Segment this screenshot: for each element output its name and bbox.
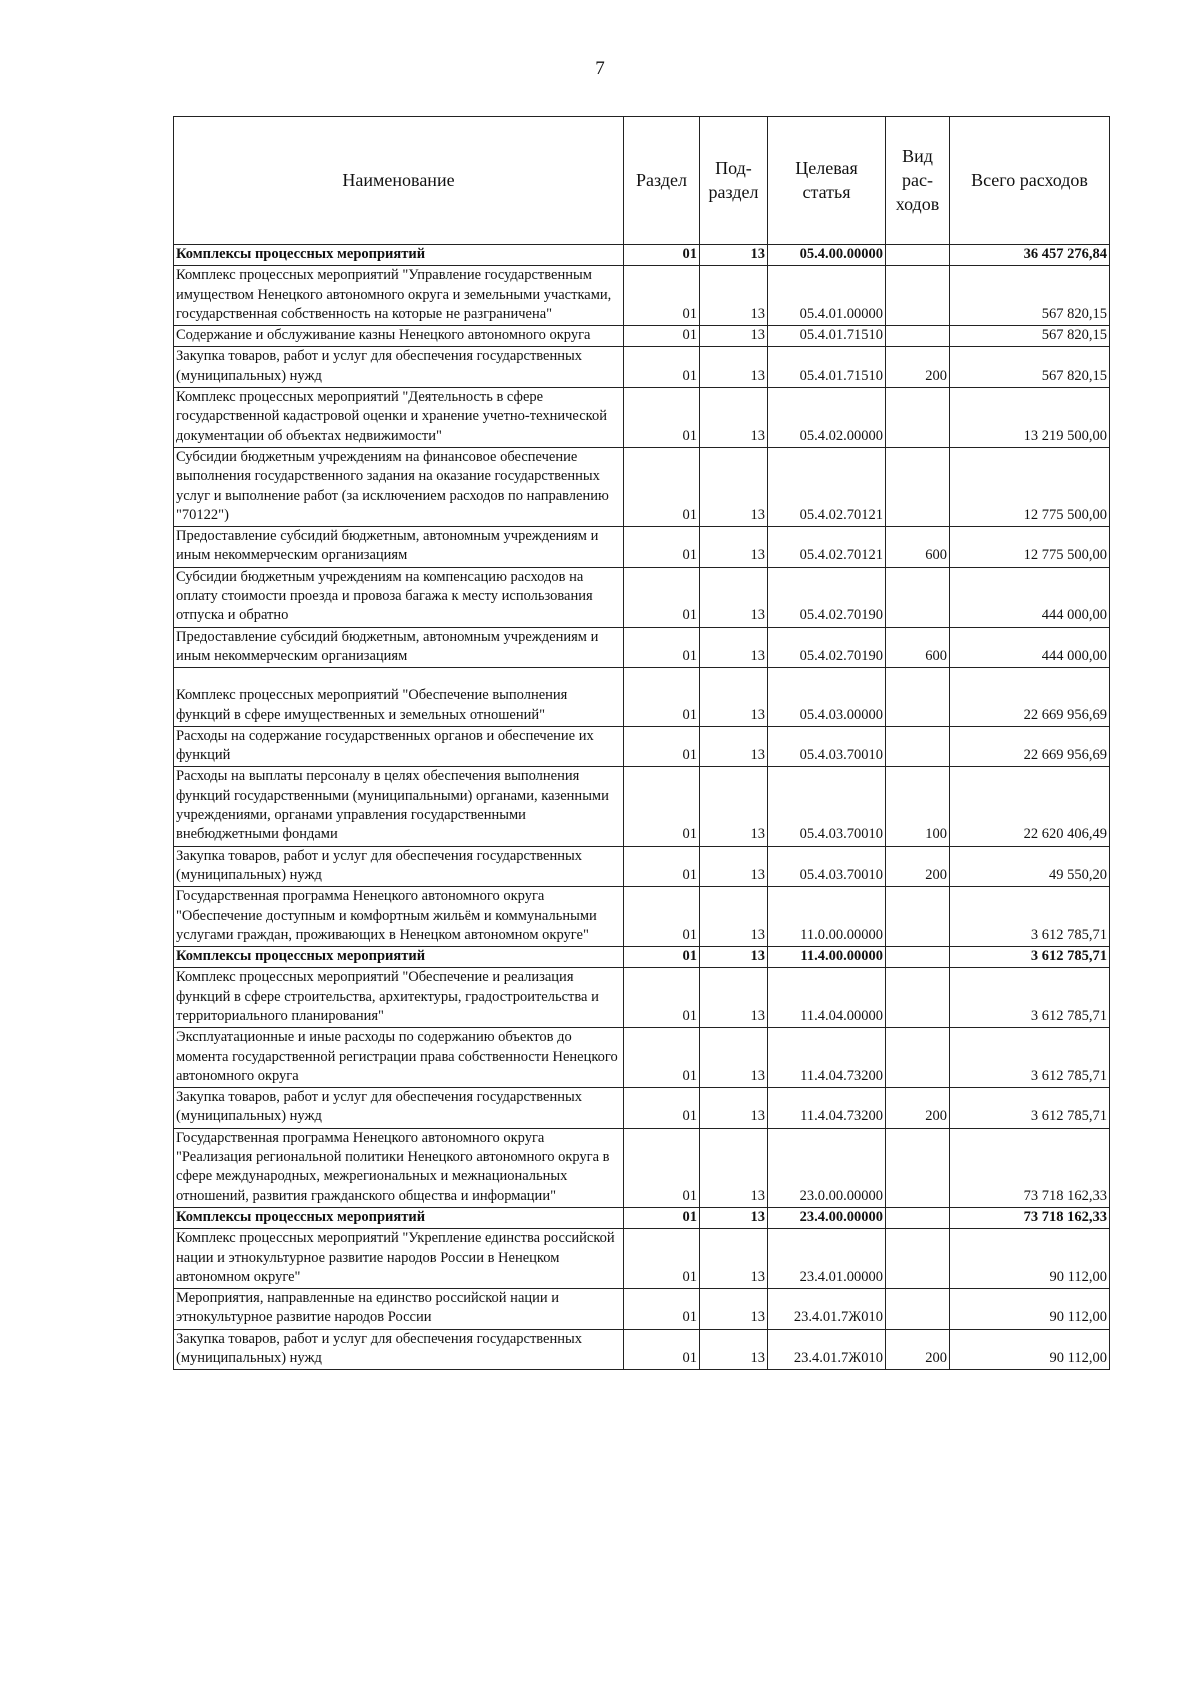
cell-total: 12 775 500,00 [950, 447, 1110, 526]
cell-subsection: 13 [700, 527, 768, 568]
table-row [174, 447, 1110, 526]
cell-name: Закупка товаров, работ и услуг для обеспечения государственных (муниципальных) нужд [174, 846, 624, 887]
table-row [174, 326, 1110, 347]
cell-subsection: 13 [700, 726, 768, 767]
cell-section: 01 [624, 627, 700, 668]
cell-target: 23.4.01.7Ж010 [768, 1329, 886, 1370]
cell-target: 23.4.00.00000 [768, 1207, 886, 1228]
cell-kind: 200 [886, 347, 950, 388]
cell-section: 01 [624, 846, 700, 887]
cell-target: 05.4.02.70190 [768, 627, 886, 668]
cell-section: 01 [624, 1028, 700, 1088]
cell-target: 05.4.02.00000 [768, 388, 886, 448]
table-row [174, 726, 1110, 767]
cell-name: Субсидии бюджетным учреждениям на финансовое обеспечение выполнения государственного задания на оказание государственных услуг и выполнение работ (за исключением расходов по направлению "70122") [174, 447, 624, 526]
cell-kind [886, 1207, 950, 1228]
table-row [174, 388, 1110, 448]
cell-subsection: 13 [700, 388, 768, 448]
table-row [174, 1028, 1110, 1088]
cell-name: Закупка товаров, работ и услуг для обеспечения государственных (муниципальных) нужд [174, 1088, 624, 1129]
cell-name: Комплекс процессных мероприятий "Укрепление единства российской нации и этнокультурное развитие народов России в Ненецком автономном округе" [174, 1229, 624, 1289]
cell-kind [886, 726, 950, 767]
cell-target: 05.4.01.71510 [768, 326, 886, 347]
cell-name: Предоставление субсидий бюджетным, автономным учреждениям и иным некоммерческим организациям [174, 627, 624, 668]
cell-total: 3 612 785,71 [950, 1088, 1110, 1129]
cell-kind [886, 326, 950, 347]
cell-section: 01 [624, 947, 700, 968]
cell-subsection: 13 [700, 1088, 768, 1129]
cell-section: 01 [624, 1229, 700, 1289]
cell-section: 01 [624, 347, 700, 388]
cell-name: Комплекс процессных мероприятий "Деятельность в сфере государственной кадастровой оценки и хранение учетно-технической документации об объектах недвижимости" [174, 388, 624, 448]
cell-section: 01 [624, 1207, 700, 1228]
cell-subsection: 13 [700, 245, 768, 266]
cell-kind [886, 447, 950, 526]
cell-name: Расходы на содержание государственных органов и обеспечение их функций [174, 726, 624, 767]
cell-total: 3 612 785,71 [950, 968, 1110, 1028]
cell-section: 01 [624, 326, 700, 347]
cell-total: 36 457 276,84 [950, 245, 1110, 266]
table-row [174, 947, 1110, 968]
cell-target: 05.4.01.71510 [768, 347, 886, 388]
cell-name: Комплекс процессных мероприятий "Обеспечение и реализация функций в сфере строительства, архитектуры, градостроительства и территориального планирования" [174, 968, 624, 1028]
table-row [174, 1289, 1110, 1330]
cell-name: Комплексы процессных мероприятий [174, 947, 624, 968]
table-row [174, 567, 1110, 627]
cell-name: Эксплуатационные и иные расходы по содержанию объектов до момента государственной регистрации права собственности Ненецкого автономного округа [174, 1028, 624, 1088]
cell-total: 73 718 162,33 [950, 1207, 1110, 1228]
cell-name: Мероприятия, направленные на единство российской нации и этнокультурное развитие народов России [174, 1289, 624, 1330]
header-kind: Вид рас- ходов [886, 117, 950, 245]
table-row [174, 266, 1110, 326]
page-number: 7 [595, 58, 605, 79]
cell-subsection: 13 [700, 887, 768, 947]
cell-section: 01 [624, 1289, 700, 1330]
table-row [174, 1088, 1110, 1129]
cell-target: 05.4.01.00000 [768, 266, 886, 326]
cell-section: 01 [624, 726, 700, 767]
cell-total: 90 112,00 [950, 1229, 1110, 1289]
cell-kind [886, 1289, 950, 1330]
cell-total: 444 000,00 [950, 627, 1110, 668]
header-section: Раздел [624, 117, 700, 245]
cell-section: 01 [624, 968, 700, 1028]
table-row [174, 347, 1110, 388]
cell-subsection: 13 [700, 567, 768, 627]
cell-kind [886, 668, 950, 727]
cell-name: Закупка товаров, работ и услуг для обеспечения государственных (муниципальных) нужд [174, 347, 624, 388]
table-row [174, 846, 1110, 887]
cell-name: Расходы на выплаты персоналу в целях обеспечения выполнения функций государственными (муниципальными) органами, казенными учреждениями, органами управления государственными внебюджетными фондами [174, 767, 624, 846]
cell-target: 23.0.00.00000 [768, 1128, 886, 1207]
cell-kind: 200 [886, 846, 950, 887]
cell-name: Предоставление субсидий бюджетным, автономным учреждениям и иным некоммерческим организациям [174, 527, 624, 568]
cell-name: Комплексы процессных мероприятий [174, 245, 624, 266]
cell-total: 13 219 500,00 [950, 388, 1110, 448]
cell-subsection: 13 [700, 947, 768, 968]
cell-subsection: 13 [700, 767, 768, 846]
cell-section: 01 [624, 266, 700, 326]
cell-subsection: 13 [700, 1028, 768, 1088]
header-total: Всего расходов [950, 117, 1110, 245]
cell-total: 22 669 956,69 [950, 726, 1110, 767]
cell-target: 05.4.03.70010 [768, 726, 886, 767]
header-name: Наименование [174, 117, 624, 245]
cell-subsection: 13 [700, 627, 768, 668]
cell-total: 3 612 785,71 [950, 1028, 1110, 1088]
cell-subsection: 13 [700, 326, 768, 347]
table-row [174, 767, 1110, 846]
cell-target: 11.4.00.00000 [768, 947, 886, 968]
table-row [174, 627, 1110, 668]
cell-target: 05.4.00.00000 [768, 245, 886, 266]
budget-table [173, 116, 1110, 1370]
cell-name: Закупка товаров, работ и услуг для обеспечения государственных (муниципальных) нужд [174, 1329, 624, 1370]
cell-subsection: 13 [700, 968, 768, 1028]
cell-name: Комплекс процессных мероприятий "Обеспечение выполнения функций в сфере имущественных и земельных отношений" [174, 668, 624, 727]
cell-kind: 600 [886, 627, 950, 668]
table-row [174, 968, 1110, 1028]
table-body [174, 245, 1110, 1370]
cell-kind [886, 947, 950, 968]
cell-target: 11.0.00.00000 [768, 887, 886, 947]
cell-total: 3 612 785,71 [950, 947, 1110, 968]
cell-total: 567 820,15 [950, 266, 1110, 326]
cell-target: 11.4.04.73200 [768, 1028, 886, 1088]
cell-kind [886, 245, 950, 266]
cell-subsection: 13 [700, 1289, 768, 1330]
cell-target: 11.4.04.73200 [768, 1088, 886, 1129]
cell-target: 05.4.03.70010 [768, 846, 886, 887]
cell-kind [886, 388, 950, 448]
cell-kind: 100 [886, 767, 950, 846]
cell-kind: 200 [886, 1329, 950, 1370]
cell-total: 444 000,00 [950, 567, 1110, 627]
cell-name: Государственная программа Ненецкого автономного округа "Реализация региональной политики Ненецкого автономного округа в сфере международных, межрегиональных и межнациональных отношений, развития гражданского общества и информации" [174, 1128, 624, 1207]
table-row [174, 668, 1110, 727]
cell-subsection: 13 [700, 1229, 768, 1289]
cell-target: 05.4.03.00000 [768, 668, 886, 727]
cell-section: 01 [624, 668, 700, 727]
cell-subsection: 13 [700, 1329, 768, 1370]
cell-name: Комплекс процессных мероприятий "Управление государственным имуществом Ненецкого автономного округа и земельными участками, государственная собственность на которые не разграничена" [174, 266, 624, 326]
cell-subsection: 13 [700, 1207, 768, 1228]
table-row [174, 887, 1110, 947]
cell-target: 05.4.02.70121 [768, 447, 886, 526]
cell-subsection: 13 [700, 1128, 768, 1207]
cell-kind [886, 567, 950, 627]
cell-section: 01 [624, 1088, 700, 1129]
cell-total: 90 112,00 [950, 1289, 1110, 1330]
cell-target: 05.4.02.70121 [768, 527, 886, 568]
table-row [174, 1207, 1110, 1228]
cell-kind [886, 887, 950, 947]
cell-section: 01 [624, 1329, 700, 1370]
cell-kind [886, 266, 950, 326]
cell-target: 05.4.03.70010 [768, 767, 886, 846]
table-header-row [174, 117, 1110, 245]
cell-name: Комплексы процессных мероприятий [174, 1207, 624, 1228]
table-row [174, 1229, 1110, 1289]
cell-subsection: 13 [700, 447, 768, 526]
cell-kind [886, 1128, 950, 1207]
cell-target: 11.4.04.00000 [768, 968, 886, 1028]
cell-section: 01 [624, 1128, 700, 1207]
cell-kind: 200 [886, 1088, 950, 1129]
cell-subsection: 13 [700, 266, 768, 326]
table-row [174, 1128, 1110, 1207]
cell-section: 01 [624, 447, 700, 526]
cell-section: 01 [624, 887, 700, 947]
cell-section: 01 [624, 388, 700, 448]
table-row [174, 1329, 1110, 1370]
cell-target: 23.4.01.7Ж010 [768, 1289, 886, 1330]
cell-total: 22 620 406,49 [950, 767, 1110, 846]
cell-total: 22 669 956,69 [950, 668, 1110, 727]
cell-target: 05.4.02.70190 [768, 567, 886, 627]
cell-subsection: 13 [700, 846, 768, 887]
table-row [174, 245, 1110, 266]
cell-total: 90 112,00 [950, 1329, 1110, 1370]
cell-total: 73 718 162,33 [950, 1128, 1110, 1207]
cell-target: 23.4.01.00000 [768, 1229, 886, 1289]
cell-kind: 600 [886, 527, 950, 568]
header-target: Целевая статья [768, 117, 886, 245]
cell-total: 3 612 785,71 [950, 887, 1110, 947]
cell-section: 01 [624, 527, 700, 568]
table-row [174, 527, 1110, 568]
cell-name: Субсидии бюджетным учреждениям на компенсацию расходов на оплату стоимости проезда и провоза багажа к месту использования отпуска и обратно [174, 567, 624, 627]
cell-total: 567 820,15 [950, 347, 1110, 388]
header-subsection: Под- раздел [700, 117, 768, 245]
cell-kind [886, 1028, 950, 1088]
cell-name: Государственная программа Ненецкого автономного округа "Обеспечение доступным и комфортным жильём и коммунальными услугами граждан, проживающих в Ненецком автономном округе" [174, 887, 624, 947]
cell-total: 12 775 500,00 [950, 527, 1110, 568]
cell-name: Содержание и обслуживание казны Ненецкого автономного округа [174, 326, 624, 347]
cell-section: 01 [624, 245, 700, 266]
cell-section: 01 [624, 567, 700, 627]
cell-total: 567 820,15 [950, 326, 1110, 347]
cell-total: 49 550,20 [950, 846, 1110, 887]
cell-subsection: 13 [700, 668, 768, 727]
cell-subsection: 13 [700, 347, 768, 388]
cell-kind [886, 1229, 950, 1289]
cell-kind [886, 968, 950, 1028]
cell-section: 01 [624, 767, 700, 846]
